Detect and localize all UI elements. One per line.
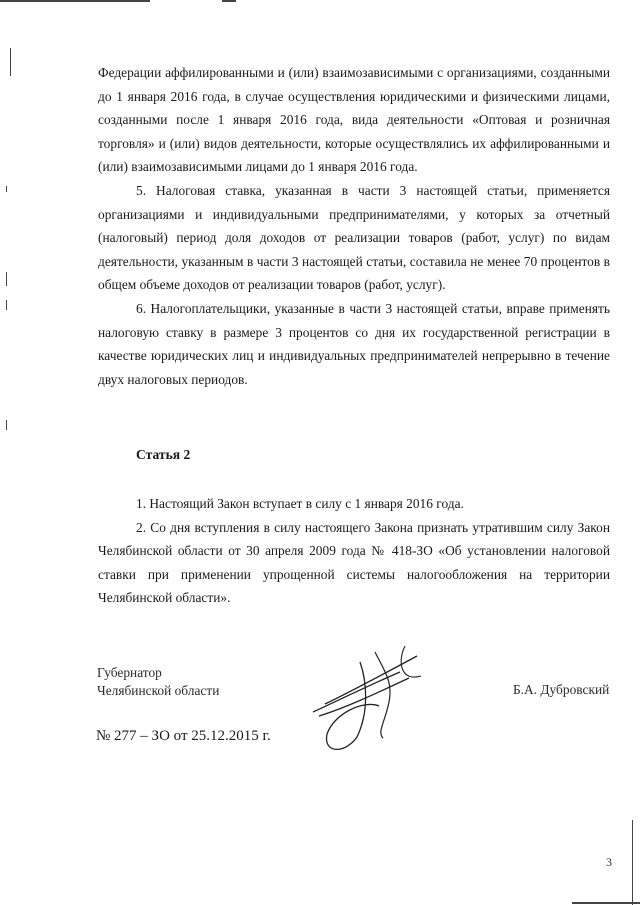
signer-title-line-2: Челябинской области [97, 683, 220, 698]
law-number: № 277 – ЗО от 25.12.2015 г. [96, 728, 271, 744]
page-number: 3 [606, 855, 612, 869]
scan-artifact-top-line [0, 0, 150, 2]
signer-name: Б.А. Дубровский [513, 682, 610, 697]
paragraph-continuation: Федерации аффилированными и (или) взаимозависимыми с организациями, созданными до 1 января 2016 года, в случае осуществления юридическими и физическими лицами, созданными после 1 января 2016 года, вида деятельности «Оптовая и розничная торговля» и (или) видов деятельности, которые осуществлялись их аффилированными и (или) взаимозависимыми лицами до 1 января 2016 года. [98, 65, 610, 175]
scan-artifact-left-mark-1 [10, 48, 11, 76]
article-2-item-2: 2. Со дня вступления в силу настоящего Закона признать утратившим силу Закон Челябинской области от 30 апреля 2009 года № 418-ЗО «Об установлении налоговой ставки при применении упрощенной системы налогообложения на территории Челябинской области». [98, 519, 610, 606]
article-2-text [98, 492, 610, 610]
paragraph-item-6: 6. Налогоплательщики, указанные в части 3 настоящей статьи, вправе применять налоговую ставку в размере 3 процентов со дня их государственной регистрации в качестве юридических лиц и индивидуальных предпринимателей непрерывно в течение двух налоговых периодов. [98, 300, 610, 387]
scan-artifact-left-mark-2 [6, 186, 7, 192]
scan-artifact-left-mark-3 [6, 272, 7, 286]
scan-artifact-left-mark-4 [6, 300, 7, 310]
article-2-item-1: 1. Настоящий Закон вступает в силу с 1 января 2016 года. [136, 496, 464, 511]
body-text [98, 61, 610, 391]
scan-artifact-top-mark [222, 0, 236, 2]
scan-artifact-right-edge [632, 820, 633, 905]
handwritten-signature [305, 642, 435, 762]
signer-title [97, 664, 219, 700]
article-heading: Статья 2 [136, 447, 191, 462]
scan-artifact-bottom-right [572, 902, 640, 904]
paragraph-item-5: 5. Налоговая ставка, указанная в части 3 настоящей статьи, применяется организациями и индивидуальными предпринимателями, у которых за отчетный (налоговый) период доля доходов от реализации товаров (работ, услуг) по видам деятельности, указанным в части 3 настоящей статьи, составила не менее 70 процентов в общем объеме доходов от реализации товаров (работ, услуг). [98, 182, 610, 293]
scan-artifact-left-mark-5 [6, 420, 7, 430]
signer-title-line-1: Губернатор [97, 665, 162, 680]
